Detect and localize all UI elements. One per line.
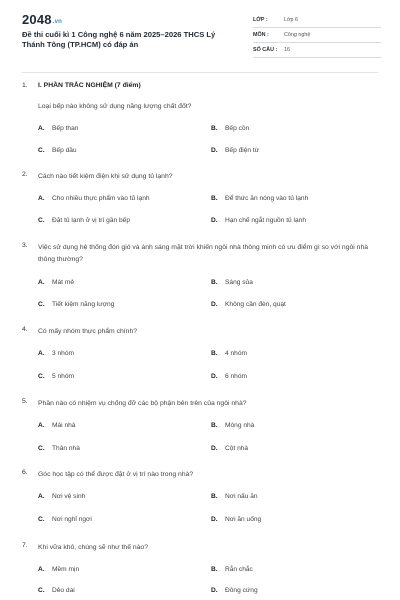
option-text: 4 nhóm [225, 350, 247, 357]
meta-value: Lớp 6 [284, 17, 299, 23]
option-text: Mái nhà [52, 422, 76, 429]
option-text: Nơi ăn uống [225, 516, 262, 523]
question-text: Có mấy nhóm thực phẩm chính? [38, 328, 137, 335]
option-text: Rắn chắc [225, 566, 253, 573]
question-text: Khi vữa khô, chúng sẽ như thế nào? [38, 544, 148, 551]
option-5d[interactable] [211, 445, 248, 452]
question-text: Cách nào tiết kiệm điện khi sử dụng tủ lạnh? [38, 173, 173, 180]
option-letter: B. [211, 350, 218, 357]
question-text: Phần nào có nhiệm vụ chống đỡ các bộ phận bên trên của ngôi nhà? [38, 400, 247, 407]
option-3a[interactable] [38, 279, 74, 286]
option-letter: D. [211, 587, 218, 594]
option-3d[interactable] [211, 301, 286, 308]
option-letter: B. [211, 195, 218, 202]
option-text: Không cần đèn, quạt [225, 301, 286, 308]
option-4c[interactable] [38, 373, 74, 380]
option-3c[interactable] [38, 301, 114, 308]
option-5b[interactable] [211, 422, 254, 429]
logo-suffix: .vn [52, 19, 63, 25]
option-letter: A. [38, 279, 45, 286]
option-letter: A. [38, 350, 45, 357]
option-3b[interactable] [211, 279, 253, 286]
option-letter: D. [211, 445, 218, 452]
option-text: Bếp điện từ [225, 147, 260, 154]
option-7a[interactable] [38, 566, 79, 573]
meta-value: 16 [284, 47, 290, 53]
option-text: Sáng sủa [225, 279, 253, 286]
question-number: 6. [22, 469, 28, 476]
option-6c[interactable] [38, 516, 92, 523]
question-text: Góc học tập có thể được đặt ở vị trí nào trong nhà? [38, 471, 194, 478]
option-letter: C. [38, 445, 45, 452]
option-text: Móng nhà [225, 422, 255, 429]
option-letter: D. [211, 217, 218, 224]
option-text: Bếp cồn [225, 125, 250, 132]
option-letter: D. [211, 516, 218, 523]
option-letter: A. [38, 125, 45, 132]
header-divider [22, 72, 378, 73]
option-letter: A. [38, 493, 45, 500]
option-text: Đặt tủ lạnh ở vị trí gần bếp [52, 217, 130, 224]
option-letter: B. [211, 279, 218, 286]
option-text: Hạn chế ngắt nguồn tủ lạnh [225, 217, 307, 224]
option-7c[interactable] [38, 587, 75, 594]
option-1a[interactable] [38, 125, 78, 132]
option-letter: D. [211, 147, 218, 154]
meta-key: MÔN : [253, 32, 269, 38]
option-text: Nơi vệ sinh [52, 493, 86, 500]
option-text: 3 nhóm [52, 350, 74, 357]
question-number: 3. [22, 242, 28, 249]
option-2b[interactable] [211, 195, 308, 202]
page-header [0, 0, 400, 68]
option-text: Nơi nghỉ ngơi [52, 516, 92, 523]
option-text: 6 nhóm [225, 373, 247, 380]
option-text: Bếp dầu [52, 147, 77, 154]
option-text: Mềm mịn [52, 566, 80, 573]
option-5a[interactable] [38, 422, 75, 429]
question-number: 5. [22, 398, 28, 405]
option-letter: C. [38, 516, 45, 523]
option-letter: D. [211, 373, 218, 380]
option-4b[interactable] [211, 350, 247, 357]
option-text: Tiết kiệm năng lượng [52, 301, 115, 308]
option-letter: C. [38, 301, 45, 308]
option-2c[interactable] [38, 217, 130, 224]
option-letter: C. [38, 147, 45, 154]
option-text: Nơi nấu ăn [225, 493, 258, 500]
exam-meta [253, 13, 381, 58]
site-logo[interactable] [22, 12, 62, 27]
option-text: Mát mẻ [52, 279, 74, 286]
option-text: Bếp than [52, 125, 79, 132]
section-title: I. PHẦN TRẮC NGHIỆM (7 điểm) [38, 82, 141, 89]
option-2d[interactable] [211, 217, 306, 224]
meta-value: Công nghệ [284, 32, 311, 38]
option-letter: C. [38, 587, 45, 594]
option-letter: B. [211, 125, 218, 132]
option-5c[interactable] [38, 445, 80, 452]
option-7d[interactable] [211, 587, 258, 594]
option-letter: B. [211, 566, 218, 573]
meta-row-count [253, 43, 381, 58]
meta-row-class [253, 13, 381, 28]
exam-title: Đề thi cuối kì 1 Công nghệ 6 năm 2025–2026 THCS Lý Thánh Tông (TP.HCM) có đáp án [22, 30, 216, 49]
option-6d[interactable] [211, 516, 261, 523]
option-letter: B. [211, 493, 218, 500]
option-text: Cho nhiều thực phẩm vào tủ lạnh [52, 195, 150, 202]
option-text: 5 nhóm [52, 373, 74, 380]
option-text: Thân nhà [52, 445, 80, 452]
option-6b[interactable] [211, 493, 258, 500]
option-text: Cột nhà [225, 445, 249, 452]
option-letter: A. [38, 422, 45, 429]
option-letter: A. [38, 566, 45, 573]
option-letter: B. [211, 422, 218, 429]
question-number: 2. [22, 171, 28, 178]
option-2a[interactable] [38, 195, 150, 202]
meta-key: LỚP : [253, 17, 268, 23]
question-number: 7. [22, 542, 28, 549]
option-text: Dẻo dai [52, 587, 75, 594]
meta-key: SỐ CÂU : [253, 47, 278, 53]
option-letter: C. [38, 217, 45, 224]
option-text: Đông cứng [225, 587, 258, 594]
option-6a[interactable] [38, 493, 85, 500]
option-1b[interactable] [211, 125, 249, 132]
question-number: 4. [22, 326, 28, 333]
option-1d[interactable] [211, 147, 259, 154]
question-text: Việc sử dụng hệ thống đón gió và ánh sáng mặt trời khiến ngôi nhà thông minh có ưu điểm gì so với ngôi nhà thông thường? [38, 244, 369, 263]
question-text: Loại bếp nào không sử dụng năng lượng chất đốt? [38, 103, 192, 110]
logo-text: 2048 [22, 12, 52, 27]
meta-row-subject [253, 28, 381, 43]
option-letter: D. [211, 301, 218, 308]
question-number: 1. [22, 82, 28, 89]
option-letter: A. [38, 195, 45, 202]
option-text: Để thức ăn nóng vào tủ lạnh [225, 195, 309, 202]
option-7b[interactable] [211, 566, 253, 573]
option-4a[interactable] [38, 350, 74, 357]
option-letter: C. [38, 373, 45, 380]
option-1c[interactable] [38, 147, 77, 154]
option-4d[interactable] [211, 373, 247, 380]
